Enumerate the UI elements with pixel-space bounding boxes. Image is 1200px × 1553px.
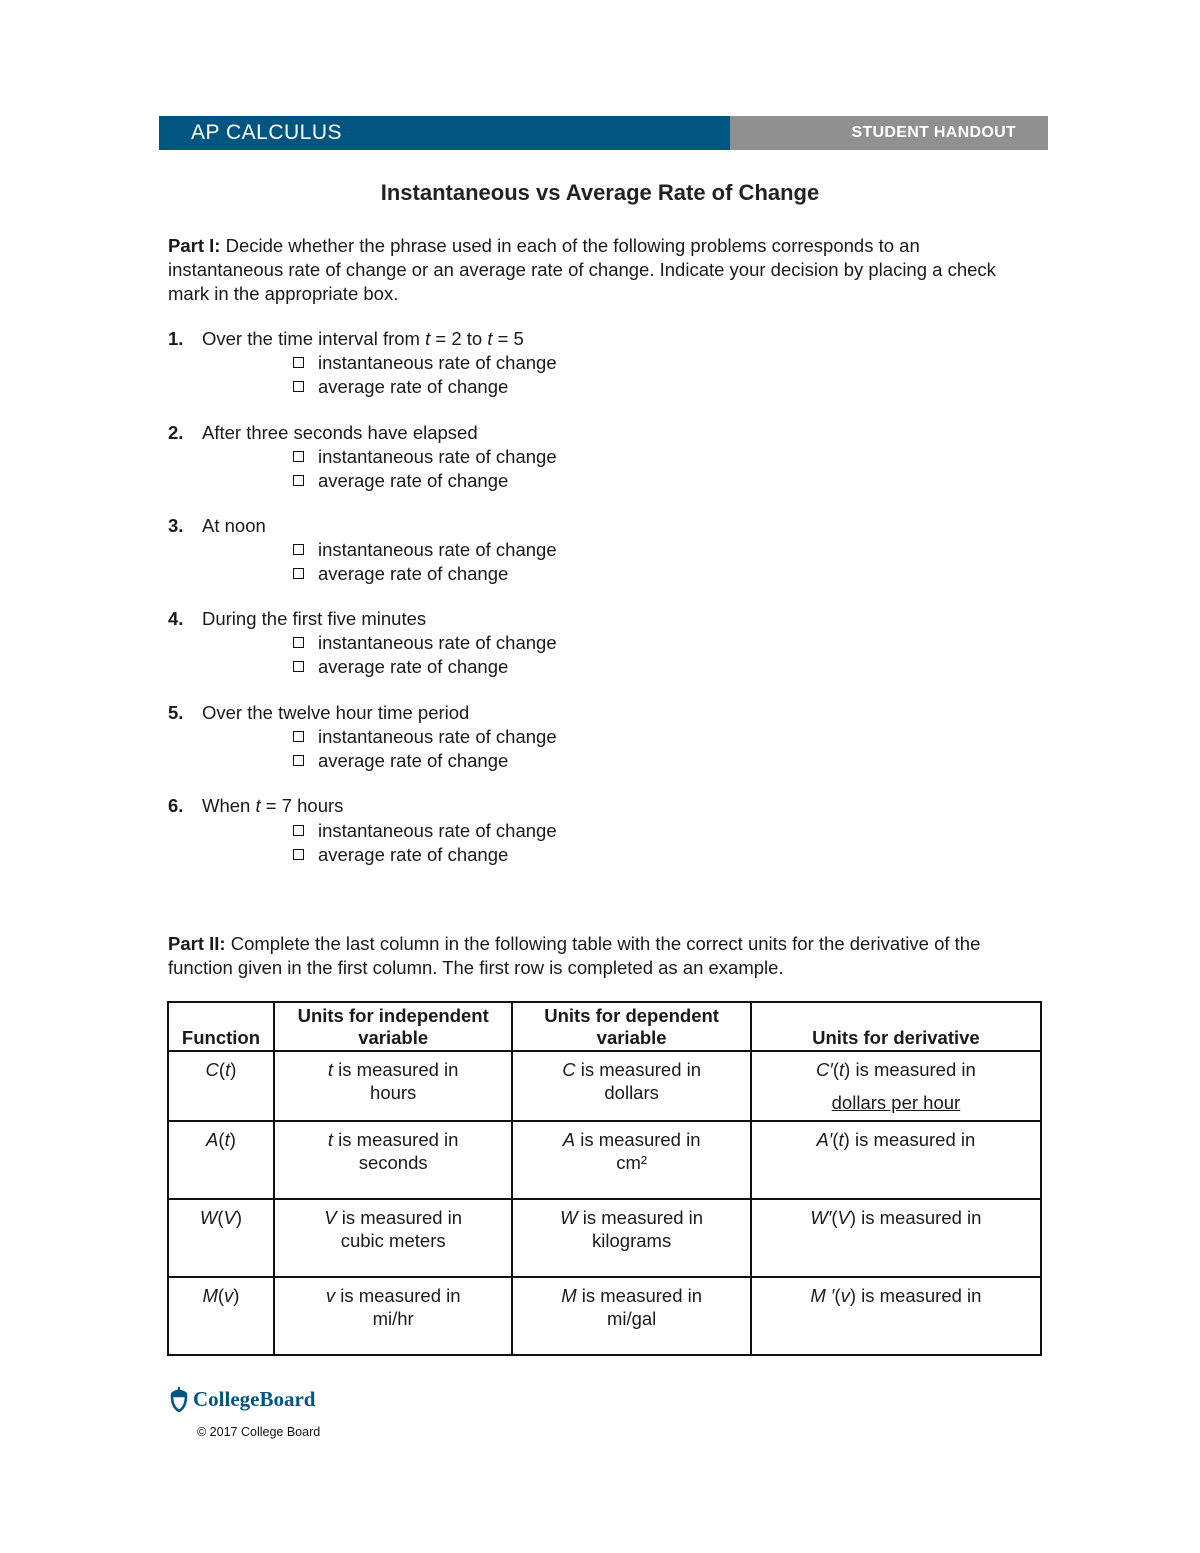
question-3 bbox=[168, 514, 868, 585]
question-number: 3. bbox=[168, 515, 184, 536]
question-text: After three seconds have elapsed bbox=[202, 422, 478, 443]
question-number: 4. bbox=[168, 608, 184, 629]
part2-label: Part II: bbox=[168, 933, 226, 954]
function-cell: A(t) bbox=[168, 1121, 274, 1199]
question-5 bbox=[168, 701, 868, 772]
part1-text: Decide whether the phrase used in each of the following problems corresponds to an instantaneous rate of change or an average rate of change. Indicate your decision by placing a check mark in the appropriate box. bbox=[168, 235, 996, 304]
dependent-cell: A is measured in cm² bbox=[512, 1121, 750, 1199]
option-instantaneous[interactable]: instantaneous rate of change bbox=[168, 351, 868, 375]
independent-cell: V is measured in cubic meters bbox=[274, 1199, 512, 1277]
checkbox[interactable] bbox=[293, 357, 304, 368]
checkbox[interactable] bbox=[293, 544, 304, 555]
independent-cell: t is measured in seconds bbox=[274, 1121, 512, 1199]
option-average[interactable]: average rate of change bbox=[168, 655, 868, 679]
option-average[interactable]: average rate of change bbox=[168, 749, 868, 773]
table-row bbox=[168, 1051, 1041, 1121]
question-6 bbox=[168, 794, 868, 866]
header-function: Function bbox=[168, 1002, 274, 1051]
function-cell: M(v) bbox=[168, 1277, 274, 1355]
checkbox[interactable] bbox=[293, 568, 304, 579]
part1-label: Part I: bbox=[168, 235, 221, 256]
part2-instructions bbox=[168, 932, 1038, 980]
header-independent: Units for independent variable bbox=[274, 1002, 512, 1051]
checkbox[interactable] bbox=[293, 661, 304, 672]
derivative-cell[interactable]: W′(V) is measured in bbox=[751, 1199, 1041, 1277]
derivative-answer: dollars per hour bbox=[831, 1092, 961, 1113]
derivative-cell[interactable]: M ′(v) is measured in bbox=[751, 1277, 1041, 1355]
question-text: Over the time interval from t = 2 to t = 5 bbox=[202, 328, 524, 349]
question-text: When t = 7 hours bbox=[202, 795, 344, 816]
question-number: 6. bbox=[168, 795, 184, 816]
collegeboard-logo bbox=[168, 1386, 315, 1412]
checkbox[interactable] bbox=[293, 825, 304, 836]
option-instantaneous[interactable]: instantaneous rate of change bbox=[168, 725, 868, 749]
option-instantaneous[interactable]: instantaneous rate of change bbox=[168, 445, 868, 469]
units-table bbox=[167, 1001, 1042, 1356]
option-average[interactable]: average rate of change bbox=[168, 469, 868, 493]
option-average[interactable]: average rate of change bbox=[168, 375, 868, 399]
option-instantaneous[interactable]: instantaneous rate of change bbox=[168, 631, 868, 655]
option-instantaneous[interactable]: instantaneous rate of change bbox=[168, 538, 868, 562]
table-header-row bbox=[168, 1002, 1041, 1051]
checkbox[interactable] bbox=[293, 451, 304, 462]
checkbox[interactable] bbox=[293, 849, 304, 860]
question-number: 5. bbox=[168, 702, 184, 723]
table-row bbox=[168, 1277, 1041, 1355]
independent-cell: v is measured in mi/hr bbox=[274, 1277, 512, 1355]
part2-text: Complete the last column in the following table with the correct units for the derivative of the function given in the first column. The first row is completed as an example. bbox=[168, 933, 981, 978]
acorn-icon bbox=[168, 1386, 190, 1412]
header-dependent: Units for dependent variable bbox=[512, 1002, 750, 1051]
dependent-cell: C is measured in dollars bbox=[512, 1051, 750, 1121]
option-instantaneous[interactable]: instantaneous rate of change bbox=[168, 819, 868, 843]
dependent-cell: W is measured in kilograms bbox=[512, 1199, 750, 1277]
checkbox[interactable] bbox=[293, 637, 304, 648]
question-number: 1. bbox=[168, 328, 184, 349]
copyright: © 2017 College Board bbox=[197, 1425, 321, 1439]
header-banner bbox=[159, 116, 1048, 150]
checkbox[interactable] bbox=[293, 755, 304, 766]
option-average[interactable]: average rate of change bbox=[168, 843, 868, 867]
question-2 bbox=[168, 421, 868, 492]
question-4 bbox=[168, 607, 868, 678]
page-title: Instantaneous vs Average Rate of Change bbox=[380, 180, 820, 205]
question-text: Over the twelve hour time period bbox=[202, 702, 470, 723]
checkbox[interactable] bbox=[293, 381, 304, 392]
logo-text: CollegeBoard bbox=[193, 1386, 316, 1411]
table-row bbox=[168, 1121, 1041, 1199]
independent-cell: t is measured in hours bbox=[274, 1051, 512, 1121]
checkbox[interactable] bbox=[293, 475, 304, 486]
derivative-cell[interactable]: C′(t) is measured in dollars per hour bbox=[751, 1051, 1041, 1121]
part1-instructions bbox=[168, 234, 1038, 306]
table-row bbox=[168, 1199, 1041, 1277]
function-cell: C(t) bbox=[168, 1051, 274, 1121]
function-cell: W(V) bbox=[168, 1199, 274, 1277]
course-title: AP CALCULUS bbox=[159, 116, 730, 150]
derivative-cell[interactable]: A′(t) is measured in bbox=[751, 1121, 1041, 1199]
question-1 bbox=[168, 327, 868, 398]
question-number: 2. bbox=[168, 422, 184, 443]
dependent-cell: M is measured in mi/gal bbox=[512, 1277, 750, 1355]
option-average[interactable]: average rate of change bbox=[168, 562, 868, 586]
question-text: During the first five minutes bbox=[202, 608, 427, 629]
question-text: At noon bbox=[202, 515, 266, 536]
checkbox[interactable] bbox=[293, 731, 304, 742]
handout-label: STUDENT HANDOUT bbox=[730, 116, 1048, 150]
header-derivative: Units for derivative bbox=[751, 1002, 1041, 1051]
